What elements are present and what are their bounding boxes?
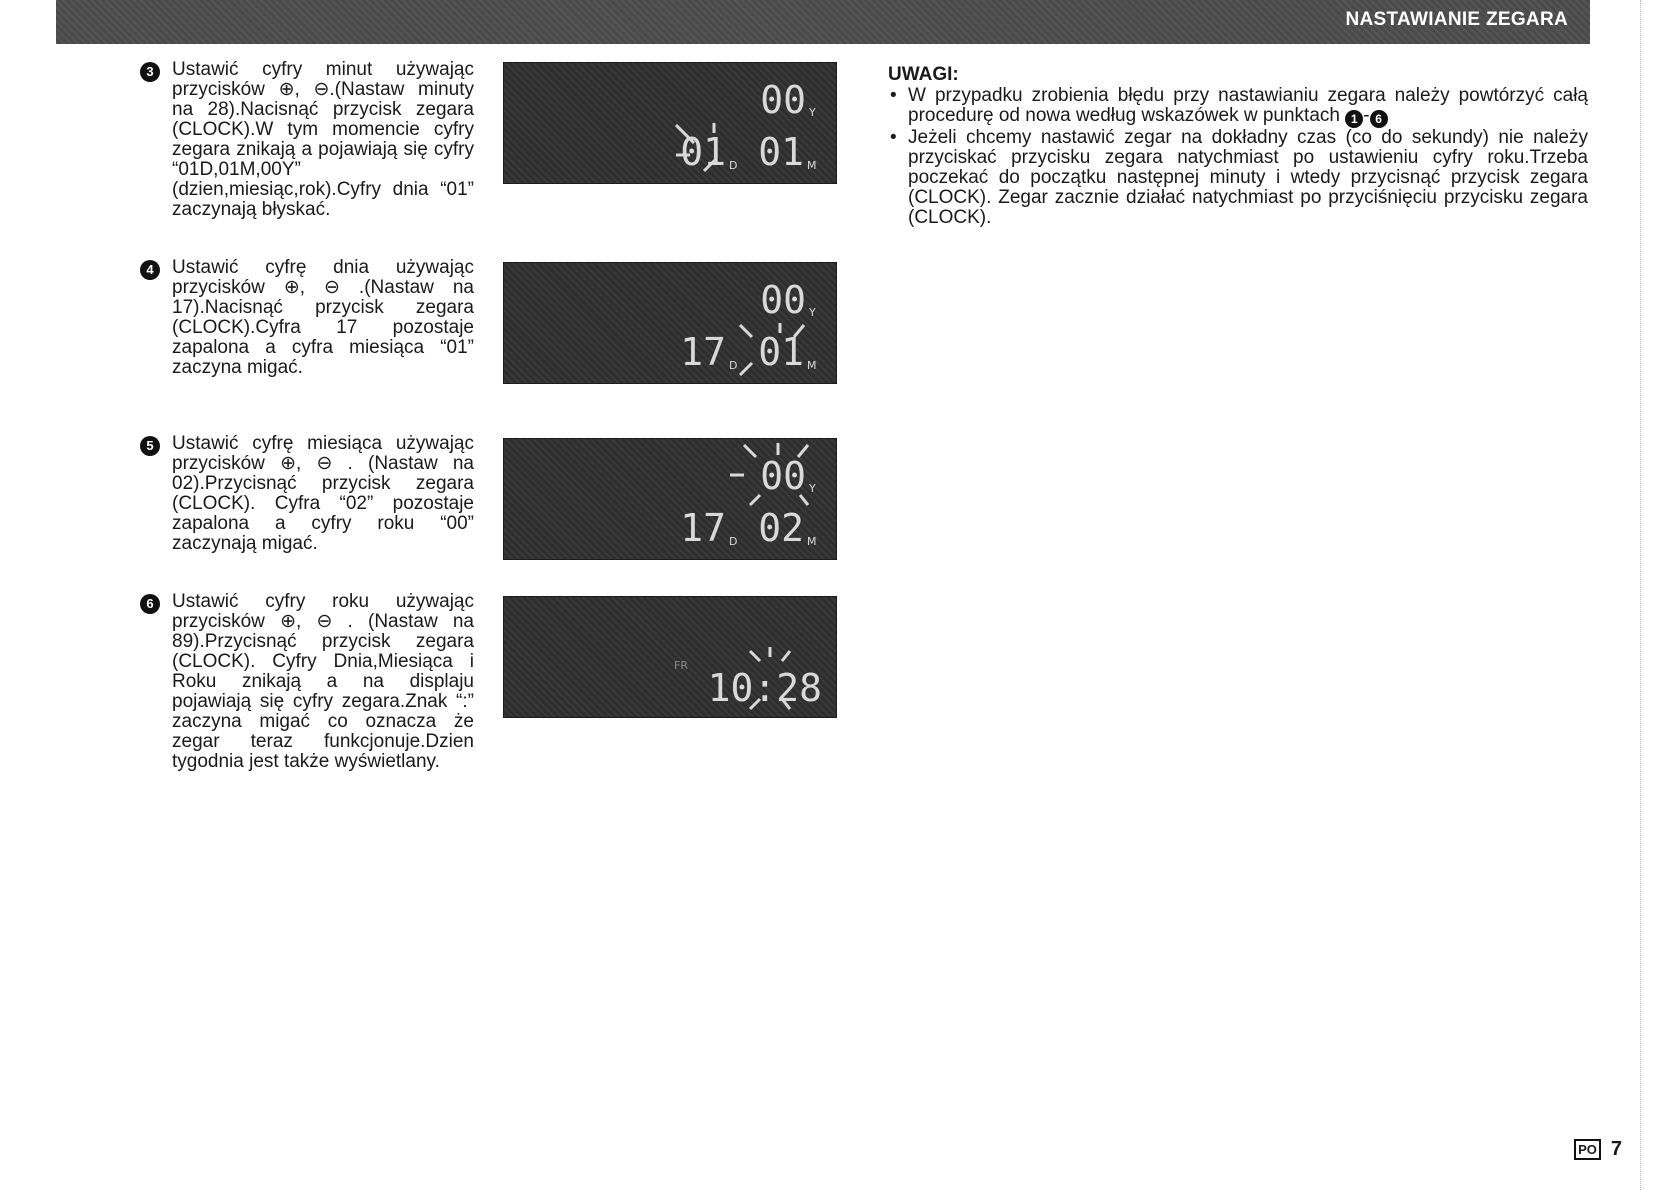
ref-separator: - [1363, 105, 1370, 126]
lcd-weekday: FR [674, 659, 688, 672]
bullet-icon: • [890, 85, 897, 106]
lcd-day-unit: D [729, 535, 738, 548]
notes-section [888, 64, 1588, 228]
note-item [888, 128, 1588, 228]
step-number-badge: 3 [140, 62, 160, 82]
lcd-year-unit: Y [809, 306, 816, 319]
blink-ray [782, 651, 790, 661]
notes-list [888, 86, 1588, 228]
note-item [888, 86, 1588, 128]
lcd-day-digits: 17 [680, 330, 726, 374]
lcd-month-unit: M [807, 535, 817, 548]
blink-ray [750, 495, 760, 505]
lcd-year-digits: 00 [760, 454, 806, 498]
lcd-year-digits: 00 [760, 78, 806, 122]
page-title: NASTAWIANIE ZEGARA [1345, 9, 1568, 30]
step-instructions: Ustawić cyfry roku używając przycisków ⊕, ⊖ . (Nastaw na 89).Przycisnąć przycisk zegara (CLOCK). Cyfry Dnia,Miesiąca i Roku znikają a na displaju pojawiają się cyfry zegara.Znak “:” zaczyna migać co oznacza że zegar teraz funkcjonuje.Dzien tygodnia jest także wyświetlany. [172, 591, 474, 772]
page-number: 7 [1610, 1138, 1622, 1160]
page-footer [1574, 1138, 1622, 1161]
lcd-display-step-4 [503, 262, 837, 384]
note-text: W przypadku zrobienia błędu przy nastawianiu zegara należy powtórzyć całą procedurę od nowa według wskazówek w punktach [908, 85, 1588, 126]
step-number-badge: 6 [140, 594, 160, 614]
lcd-time-digits: 10:28 [707, 666, 822, 710]
lcd-year-digits: 00 [760, 278, 806, 322]
lcd-day-unit: D [729, 159, 738, 172]
lcd-month-digits: 02 [758, 506, 804, 550]
lcd-month-unit: M [807, 159, 817, 172]
step-instructions: Ustawić cyfrę miesiąca używając przycisków ⊕, ⊖ . (Nastaw na 02).Przycisnąć przycisk zegara (CLOCK). Cyfra “02” pozostaje zapalona a cyfry roku “00” zaczynają migać. [172, 433, 474, 554]
step-instructions: Ustawić cyfrę dnia używając przycisków ⊕, ⊖ .(Nastaw na 17).Nacisnąć przycisk zegara (CLOCK).Cyfra 17 pozostaje zapalona a cyfra miesiąca “01” zaczyna migać. [172, 257, 474, 378]
lcd-day-digits: 17 [680, 506, 726, 550]
lcd-display-step-6 [503, 596, 837, 718]
blink-ray [744, 445, 756, 457]
lcd-day-unit: D [729, 359, 738, 372]
blink-ray [750, 651, 760, 661]
lcd-display-step-3 [503, 62, 837, 184]
bullet-icon: • [890, 127, 897, 148]
step-ref-badge: 6 [1370, 110, 1388, 128]
lcd-month-digits: 01 [758, 130, 804, 174]
page-edge-divider [1640, 0, 1642, 1190]
note-text: Jeżeli chcemy nastawić zegar na dokładny czas (co do sekundy) nie należy przyciskać przycisku zegara natychmiast po ustawieniu cyfry roku.Trzeba poczekać do początku następnej minuty i wtedy przycisnąć przycisk zegara (CLOCK). Zegar zacznie działać natychmiast po przyciśnięciu przycisku zegara (CLOCK). [908, 127, 1588, 228]
step-ref-badge: 1 [1345, 110, 1363, 128]
lcd-year-unit: Y [809, 482, 816, 495]
step-number-badge: 4 [140, 260, 160, 280]
blink-ray [740, 325, 752, 337]
blink-ray [740, 363, 752, 375]
header-bar [56, 0, 1590, 44]
lcd-year-unit: Y [809, 106, 816, 119]
notes-title: UWAGI: [888, 64, 959, 85]
lcd-month-digits: 01 [758, 330, 804, 374]
lcd-day-digits: 01 [680, 130, 726, 174]
language-badge: PO [1574, 1139, 1601, 1160]
step-number-badge: 5 [140, 436, 160, 456]
step-instructions: Ustawić cyfry minut używając przycisków ⊕, ⊖.(Nastaw minuty na 28).Nacisnąć przycisk zegara (CLOCK).W tym momencie cyfry zegara znikają a pojawiają się cyfry “01D,01M,00Y” (dzien,miesiąc,rok).Cyfry dnia “01” zaczynają błyskać. [172, 59, 474, 220]
lcd-display-step-5 [503, 438, 837, 560]
lcd-month-unit: M [807, 359, 817, 372]
